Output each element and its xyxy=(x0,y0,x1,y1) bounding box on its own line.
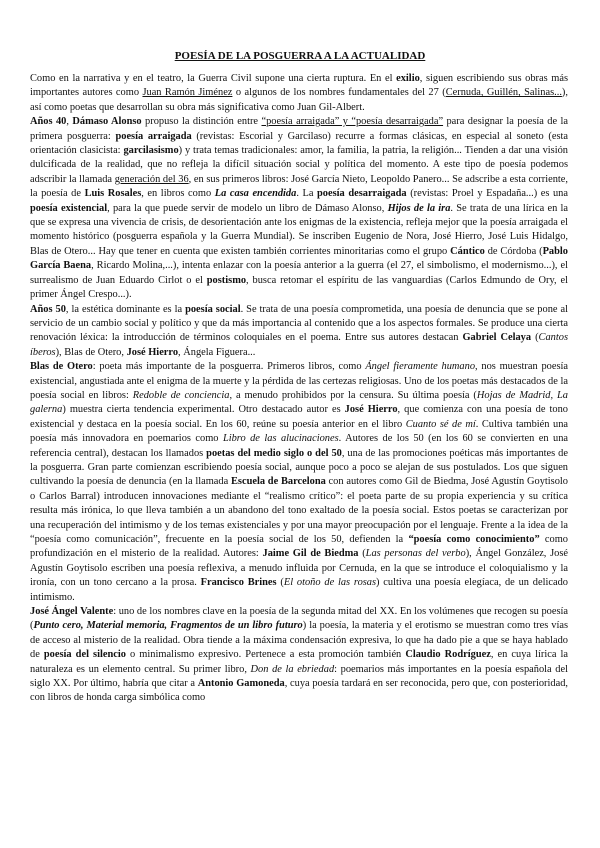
text-run: La casa encendida xyxy=(214,188,297,200)
text-run: Hijos de la ira xyxy=(387,202,451,214)
text-run: Jaime Gil de Biedma xyxy=(262,548,359,560)
text-run: Gabriel Celaya xyxy=(462,332,532,344)
text-run: : poeta más importante de la posguerra. Primeros libros, como xyxy=(92,361,366,373)
document-body xyxy=(30,72,568,706)
text-run: , una de las promociones poéticas más importantes de la posguerra. Gran parte comienzan escribiendo poesía social, aunque poco a poco se alejan de sus postulados. Los que siguen cultivando la poesía de denuncia (en la llamada xyxy=(30,447,568,488)
text-run: Escuela de Barcelona xyxy=(230,476,326,488)
text-run: José Ángel Valente xyxy=(30,606,114,618)
text-run: “poesía arraigada” y “poesía desarraigada” xyxy=(261,116,444,128)
text-run: para designar la poesía de la primera posguerra: xyxy=(30,116,569,142)
paragraph-blas-de-otero xyxy=(30,360,568,605)
text-run: Cántico xyxy=(450,245,485,257)
text-run: Años 40 xyxy=(30,116,67,128)
text-run: : uno de los nombres clave en la poesía de la segunda mitad del XX. En los volúmenes que recogen su poesía ( xyxy=(30,606,568,632)
text-run: poesía del silencio xyxy=(43,649,126,661)
text-run: Libro de las alucinaciones xyxy=(222,433,339,445)
text-run: Don de la ebriedad xyxy=(250,663,335,675)
document-title: POESÍA DE LA POSGUERRA A LA ACTUALIDAD xyxy=(174,50,426,62)
paragraph-anos-40 xyxy=(30,115,568,302)
text-run: Las personas del verbo xyxy=(365,548,466,560)
text-run: Ángel fieramente humano xyxy=(365,361,476,373)
text-run: , que comienza con una poesía de tono existencial y destaca en la poesía social. En los 60, reúne su poesía anterior en el libro xyxy=(30,404,568,430)
text-run: poesía arraigada xyxy=(115,130,192,142)
text-run: Redoble de conciencia xyxy=(132,389,230,401)
text-run: propuso la distinción entre xyxy=(141,116,262,128)
text-run: Luis Rosales xyxy=(84,188,142,200)
text-run: . Se trata de una lírica en la que se expresa una vivencia de crisis, de desorientación ante los enigmas de la existencia, refleja mejor que la poesía arraigada el momento histórico (posguerra española y la Guerra Mundial). Se inscriben Eugenio de Nora, José Hierro, José Luis Hidalgo, Blas de Otero... Hay que tener en cuenta que existen también corrientes minoritarias como el grupo xyxy=(30,202,569,257)
text-run: garcilasismo xyxy=(123,145,179,157)
text-run: ( xyxy=(276,577,284,589)
text-run: Claudio Rodríguez xyxy=(405,649,491,661)
text-run: , busca retomar el espíritu de las vanguardias (Carlos Edmundo de Ory, el primer Ángel Crespo...). xyxy=(30,274,569,301)
text-run: generación del 36 xyxy=(114,173,189,185)
text-run: con autores como Gil de Biedma, José Agustín Goytisolo o Carlos Barral) introducen innovaciones mediante el “realismo crítico”: el poeta parte de su propia experiencia y su crítica resulta más irónica, lo que lleva también a un abandono del tono exaltado de la poesía social. Estos poetas se caracterizan por una recuperación del intimismo y de los temas existenciales y por una mayor preocupación por el lenguaje. Frente a la idea de la “poesía como comunicación”, frecuente en la poesía social de los 50, defienden la xyxy=(30,476,568,545)
text-run: Pablo García Baena xyxy=(30,245,568,272)
text-run: , para la que puede servir de modelo un libro de Dámaso Alonso, xyxy=(107,202,388,214)
text-run: , en libros como xyxy=(141,188,215,200)
text-run: José Hierro xyxy=(126,346,179,358)
text-run: poetas del medio siglo o del 50 xyxy=(206,447,342,459)
text-run: , siguen escribiendo sus obras más importantes autores como xyxy=(30,73,568,99)
text-run: poesía social xyxy=(185,303,241,315)
text-run: poesía existencial xyxy=(30,202,108,214)
paragraph-anos-50 xyxy=(30,303,568,361)
text-run: Hojas de Madrid, La galerna xyxy=(30,389,568,416)
text-run: . Autores de los 50 (en los 60 se convierten en una referencia central), destacan los llamados xyxy=(30,433,569,459)
text-run: (revistas: Escorial y Garcilaso) recurre a formas clásicas, en especial al soneto (esta orientación clasicista: xyxy=(30,130,568,157)
text-run: ), Ángel González, José Agustín Goytisolo escriben una poesía reflexiva, a menudo influida por Cernuda, en la que se introduce el coloquialismo y la ironía, con un tono cercano a la prosa. xyxy=(30,548,569,589)
text-run: Cernuda, Guillén, Salinas... xyxy=(445,87,562,99)
text-run: Blas de Otero xyxy=(30,361,93,373)
paragraph-valente xyxy=(30,605,568,706)
text-run: como profundización en el misterio de la realidad. Autores: xyxy=(30,534,569,560)
text-run: ) muestra cierta tendencia experimental. Otro destacado autor es xyxy=(62,404,345,416)
text-run: ), así como poetas que desarrollan su obra más significativa como Juan Gil-Albert. xyxy=(30,87,568,113)
text-run: poesía desarraigada xyxy=(317,188,407,200)
text-run: Antonio Gamoneda xyxy=(197,678,285,690)
text-run: Como en la narrativa y en el teatro, la Guerra Civil supone una cierta ruptura. En el xyxy=(30,73,397,84)
text-run: Cuanto sé de mí xyxy=(405,418,476,430)
text-run: . La xyxy=(296,188,318,200)
text-run: Dámaso Alonso xyxy=(72,116,142,128)
text-run: “poesía como conocimiento” xyxy=(408,534,540,545)
text-run: o algunos de los nombres fundamentales del 27 ( xyxy=(232,87,446,99)
text-run: ) y trata temas tradicionales: amor, la familia, la patria, la religión... Tienden a dar una visión dulcificada de la realidad, que no refleja la difícil situación social y política del momento. A este tipo de poesía podemos adscribir la llamada xyxy=(30,145,568,185)
text-run: exilio xyxy=(396,73,420,84)
text-run: ), Blas de Otero, xyxy=(55,346,127,358)
text-run: ) la poesía, la materia y el erotismo se muestran como tres vías de acceso al misterio de la realidad. Obra tiende a la máxima condensación expresiva, lo que ha dado pie a que se haya hablado de xyxy=(30,620,568,661)
text-run: ( xyxy=(531,332,539,344)
text-run: José Hierro xyxy=(344,404,398,416)
text-run: , Ricardo Molina,...), intenta enlazar con la poesía anterior a la guerra (el 27, el simbolismo, el modernismo...), el surrealismo de Juan Eduardo Cirlot o el xyxy=(30,260,568,286)
text-run: . Se trata de una poesía comprometida, una poesía de denuncia que se pone al servicio de un cambio social y político y que da más importancia al contenido que a los aspectos formales. Se produce una cierta renovación léxica: la introducción de términos coloquiales en el poema. Entre sus autores destacan xyxy=(30,303,568,344)
text-run: . Cultiva también una poesía más innovadora en poemarios como xyxy=(30,418,569,445)
text-run: ) cultiva una poesía elegíaca, de un delicado intimismo. xyxy=(30,577,568,603)
text-run: postismo xyxy=(206,274,247,286)
paragraph-exilio xyxy=(30,72,568,115)
text-run: El otoño de las rosas xyxy=(283,577,377,589)
text-run: : poemarios más importantes en la poesía española del siglo XX. Por último, habría que citar a xyxy=(30,663,568,690)
text-run: , xyxy=(66,116,73,128)
text-run: de Córdoba ( xyxy=(484,245,543,257)
text-run: , a menudo prohibidos por la censura. Su última poesía ( xyxy=(229,389,477,401)
text-run: , la estética dominante es la xyxy=(65,303,186,315)
text-run: , en sus primeros libros: José García Nieto, Leopoldo Panero... Se adscribe a esta corriente, la poesía de xyxy=(30,173,568,200)
text-run: Francisco Brines xyxy=(200,577,277,589)
text-run: , nos muestran poesía existencial, angustiada ante el enigma de la muerte y la pérdida de las certezas religiosas. Uno de los poetas más destacados de la poesía social en libros: xyxy=(30,361,568,401)
text-run: Juan Ramón Jiménez xyxy=(142,87,233,99)
text-run: ( xyxy=(358,548,366,560)
text-run: (revistas: Proel y Espadaña...) es una xyxy=(406,188,568,200)
text-run: , cuya poesía tardará en ser reconocida, pero que, con posterioridad, con libros de honda carga simbólica como xyxy=(30,678,569,704)
text-run: , en cuya lírica la naturaleza es un elemento central. Su primer libro, xyxy=(30,649,569,675)
text-run: Cantos íberos xyxy=(30,332,568,358)
text-run: Años 50 xyxy=(30,303,66,315)
text-run: o minimalismo expresivo. Pertenece a esta promoción también xyxy=(125,649,406,661)
text-run: Punto cero, Material memoria, Fragmentos de un libro futuro xyxy=(33,620,303,632)
text-run: , Ángela Figuera... xyxy=(178,346,256,358)
